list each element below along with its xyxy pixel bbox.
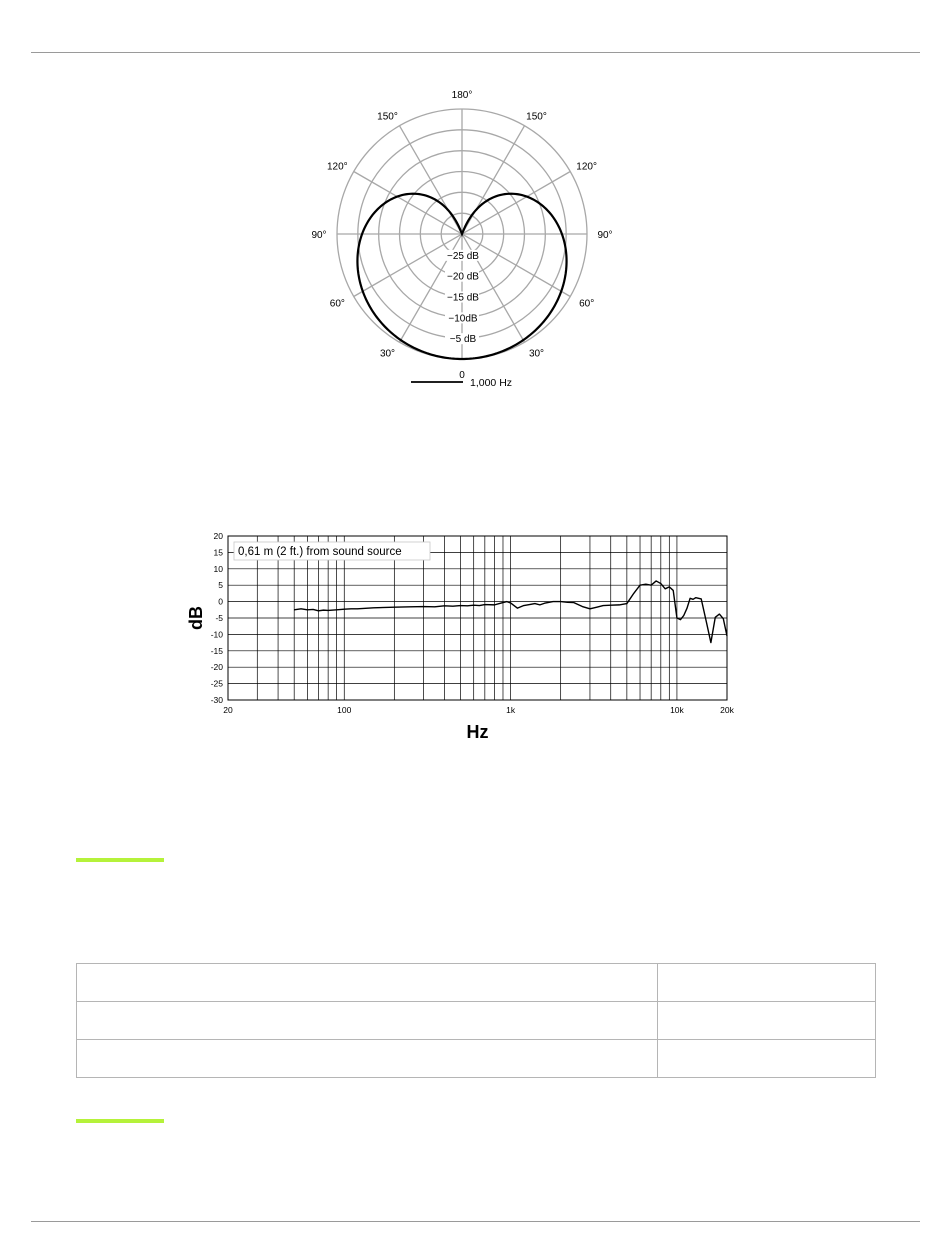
polar-ring-label: −10dB [448,313,478,325]
spec-table [76,963,876,1078]
legend-label: 1,000 Hz [470,377,513,389]
section-accent-bar [76,1119,164,1123]
table-row [77,1002,876,1040]
y-tick-label: -20 [210,662,223,673]
x-axis-label: Hz [466,722,489,742]
polar-ring-label: −15 dB [447,292,479,304]
polar-angle-label: 150° [526,111,547,123]
y-tick-label: 20 [213,531,223,541]
polar-angle-label: 120° [327,161,348,173]
polar-angle-label: 150° [377,111,398,123]
y-tick-label: 0 [218,596,223,607]
y-tick-label: 15 [213,547,223,558]
polar-angle-label: 60° [579,298,595,310]
table-cell [77,1040,658,1078]
x-tick-label: 100 [337,705,352,715]
polar-angle-label: 30° [528,348,545,360]
y-tick-label: -25 [210,678,223,689]
y-tick-label: -30 [210,695,223,705]
polar-angle-label: 90° [597,230,613,241]
polar-angle-label: 90° [311,230,327,241]
polar-angle-label: 0 [459,370,465,381]
x-tick-label: 20k [720,705,734,715]
table-cell [77,1002,658,1040]
annotation-text: 0,61 m (2 ft.) from sound source [238,546,402,558]
y-tick-label: 5 [218,580,223,591]
y-tick-label: -15 [210,645,223,656]
table-row [77,964,876,1002]
polar-ring-label: −25 dB [447,250,479,262]
table-row [77,1040,876,1078]
polar-angle-label: 180° [451,90,473,101]
polar-angle-label: 60° [329,298,345,310]
y-tick-label: -10 [210,629,223,640]
bottom-divider [31,1221,920,1222]
polar-ring-label: −5 dB [449,334,477,346]
y-tick-label: 10 [213,563,223,574]
polar-ring-label: −20 dB [447,271,479,283]
x-tick-label: 20 [223,705,233,715]
y-tick-label: -5 [215,613,223,623]
table-cell [658,964,876,1002]
table-cell [658,1040,876,1078]
polar-angle-label: 30° [379,348,396,360]
table-cell [77,964,658,1002]
section-accent-bar [76,858,164,862]
table-cell [658,1002,876,1040]
polar-angle-label: 120° [576,161,597,173]
x-tick-label: 10k [670,705,684,715]
y-axis-label: dB [186,606,206,630]
x-tick-label: 1k [506,705,516,715]
